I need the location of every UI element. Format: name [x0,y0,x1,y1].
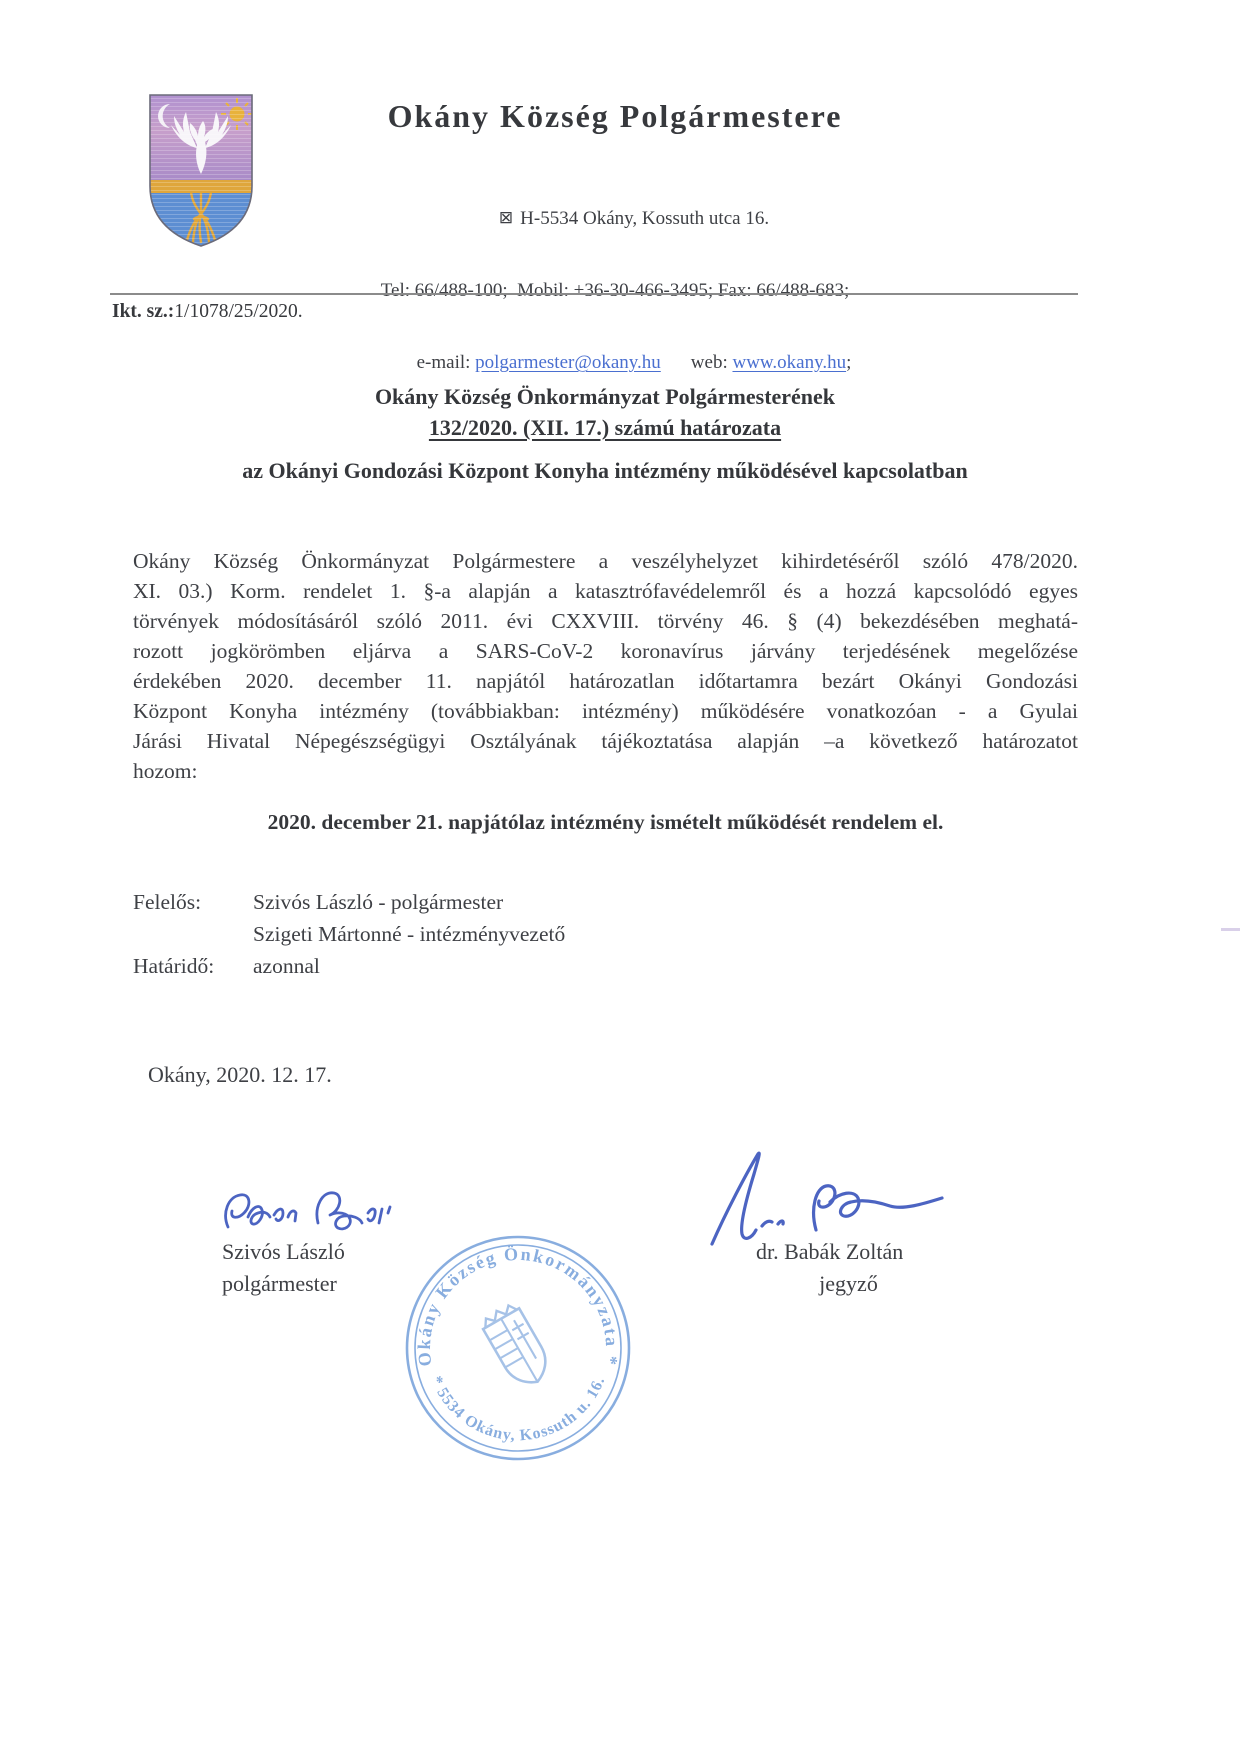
divider-line [110,293,1078,295]
stamp-emblem [479,1300,556,1392]
notary-signature [698,1146,953,1248]
deadline-label: Határidő: [133,954,215,978]
mayor-role: polgármester [222,1271,337,1296]
notary-signature-block [756,1236,941,1300]
body-line: Járási Hivatal Népegészségügyi Osztályának tájékoztatása alapján –a következő határozatot [133,729,1078,753]
body-line: XI. 03.) Korm. rendelet 1. §-a alapján a katasztrófavédelemről és a hozzá kapcsolódó egyes [133,579,1078,603]
responsible-person-1: Szivós László - polgármester [253,890,504,914]
body-line: rozott jogkörömben eljárva a SARS-CoV-2 koronavírus járvány terjedésének megelőzése [133,639,1078,663]
deadline-value: azonnal [253,954,320,978]
deadline-row [133,950,565,982]
body-paragraph [133,546,1078,786]
email-label: e-mail: [416,352,476,373]
envelope-icon: ⊠ [498,208,514,228]
decision-title-block [130,384,1080,484]
letterhead [130,98,1100,417]
responsibility-block [133,886,565,982]
responsible-row [133,918,565,950]
email-link[interactable]: polgarmester@okany.hu [475,352,661,373]
reference-number [112,301,303,323]
contact-block [130,165,1100,417]
body-line: érdekében 2020. december 11. napjától határozatlan időtartamra bezárt Okányi Gondozási [133,669,1078,693]
body-line: Központ Konyha intézmény (továbbiakban: intézmény) működésére vonatkozóan - a Gyulai [133,699,1078,723]
body-line: Okány Község Önkormányzat Polgármestere a veszélyhelyzet kihirdetéséről szóló 478/2020. [133,549,1078,573]
responsible-label: Felelős: [133,890,202,914]
body-line: hozom: [133,759,198,783]
decision-subject: az Okányi Gondozási Központ Konyha intézmény működésével kapcsolatban [242,458,968,483]
phone-line: Tel: 66/488-100; Mobil: +36-30-466-3495; Fax: 66/488-683; [380,280,850,301]
svg-text:* 5534 Okány, Kossuth u. 16. [427,1374,608,1445]
page-title: Okány Község Polgármestere [387,98,843,134]
operative-clause: 2020. december 21. napjátólaz intézmény ismételt működését rendelem el. [267,810,944,834]
stamp-ring-top-text: Okány Község Önkormányzata * [413,1243,623,1368]
notary-role: jegyző [819,1271,878,1296]
address-text: H-5534 Okány, Kossuth utca 16. [520,208,770,229]
notary-name: dr. Babák Zoltán [756,1239,904,1264]
decision-title-line1: Okány Község Önkormányzat Polgármesterének [374,384,836,409]
body-line: törvények módosításáról szóló 2011. évi CXXVIII. törvény 46. § (4) bekezdésében meghatá- [133,609,1078,633]
mayor-signature-block [222,1236,345,1300]
responsible-row [133,886,565,918]
reference-value: 1/1078/25/2020. [174,301,303,322]
web-link[interactable]: www.okany.hu [732,352,847,373]
date-line: Okány, 2020. 12. 17. [148,1062,332,1087]
reference-label: Ikt. sz.: [112,301,175,322]
mayor-name: Szivós László [222,1239,345,1264]
official-stamp [402,1232,634,1464]
stamp-ring-bottom-text: * 5534 Okány, Kossuth u. 16. [427,1373,609,1445]
address-line [130,165,1100,273]
decision-title-line2: 132/2020. (XII. 17.) számú határozata [428,415,782,440]
scan-artifact [1221,928,1240,931]
responsible-person-2: Szigeti Mártonné - intézményvezető [253,922,566,946]
web-suffix: ; [846,352,852,373]
web-label: web: [690,352,733,373]
